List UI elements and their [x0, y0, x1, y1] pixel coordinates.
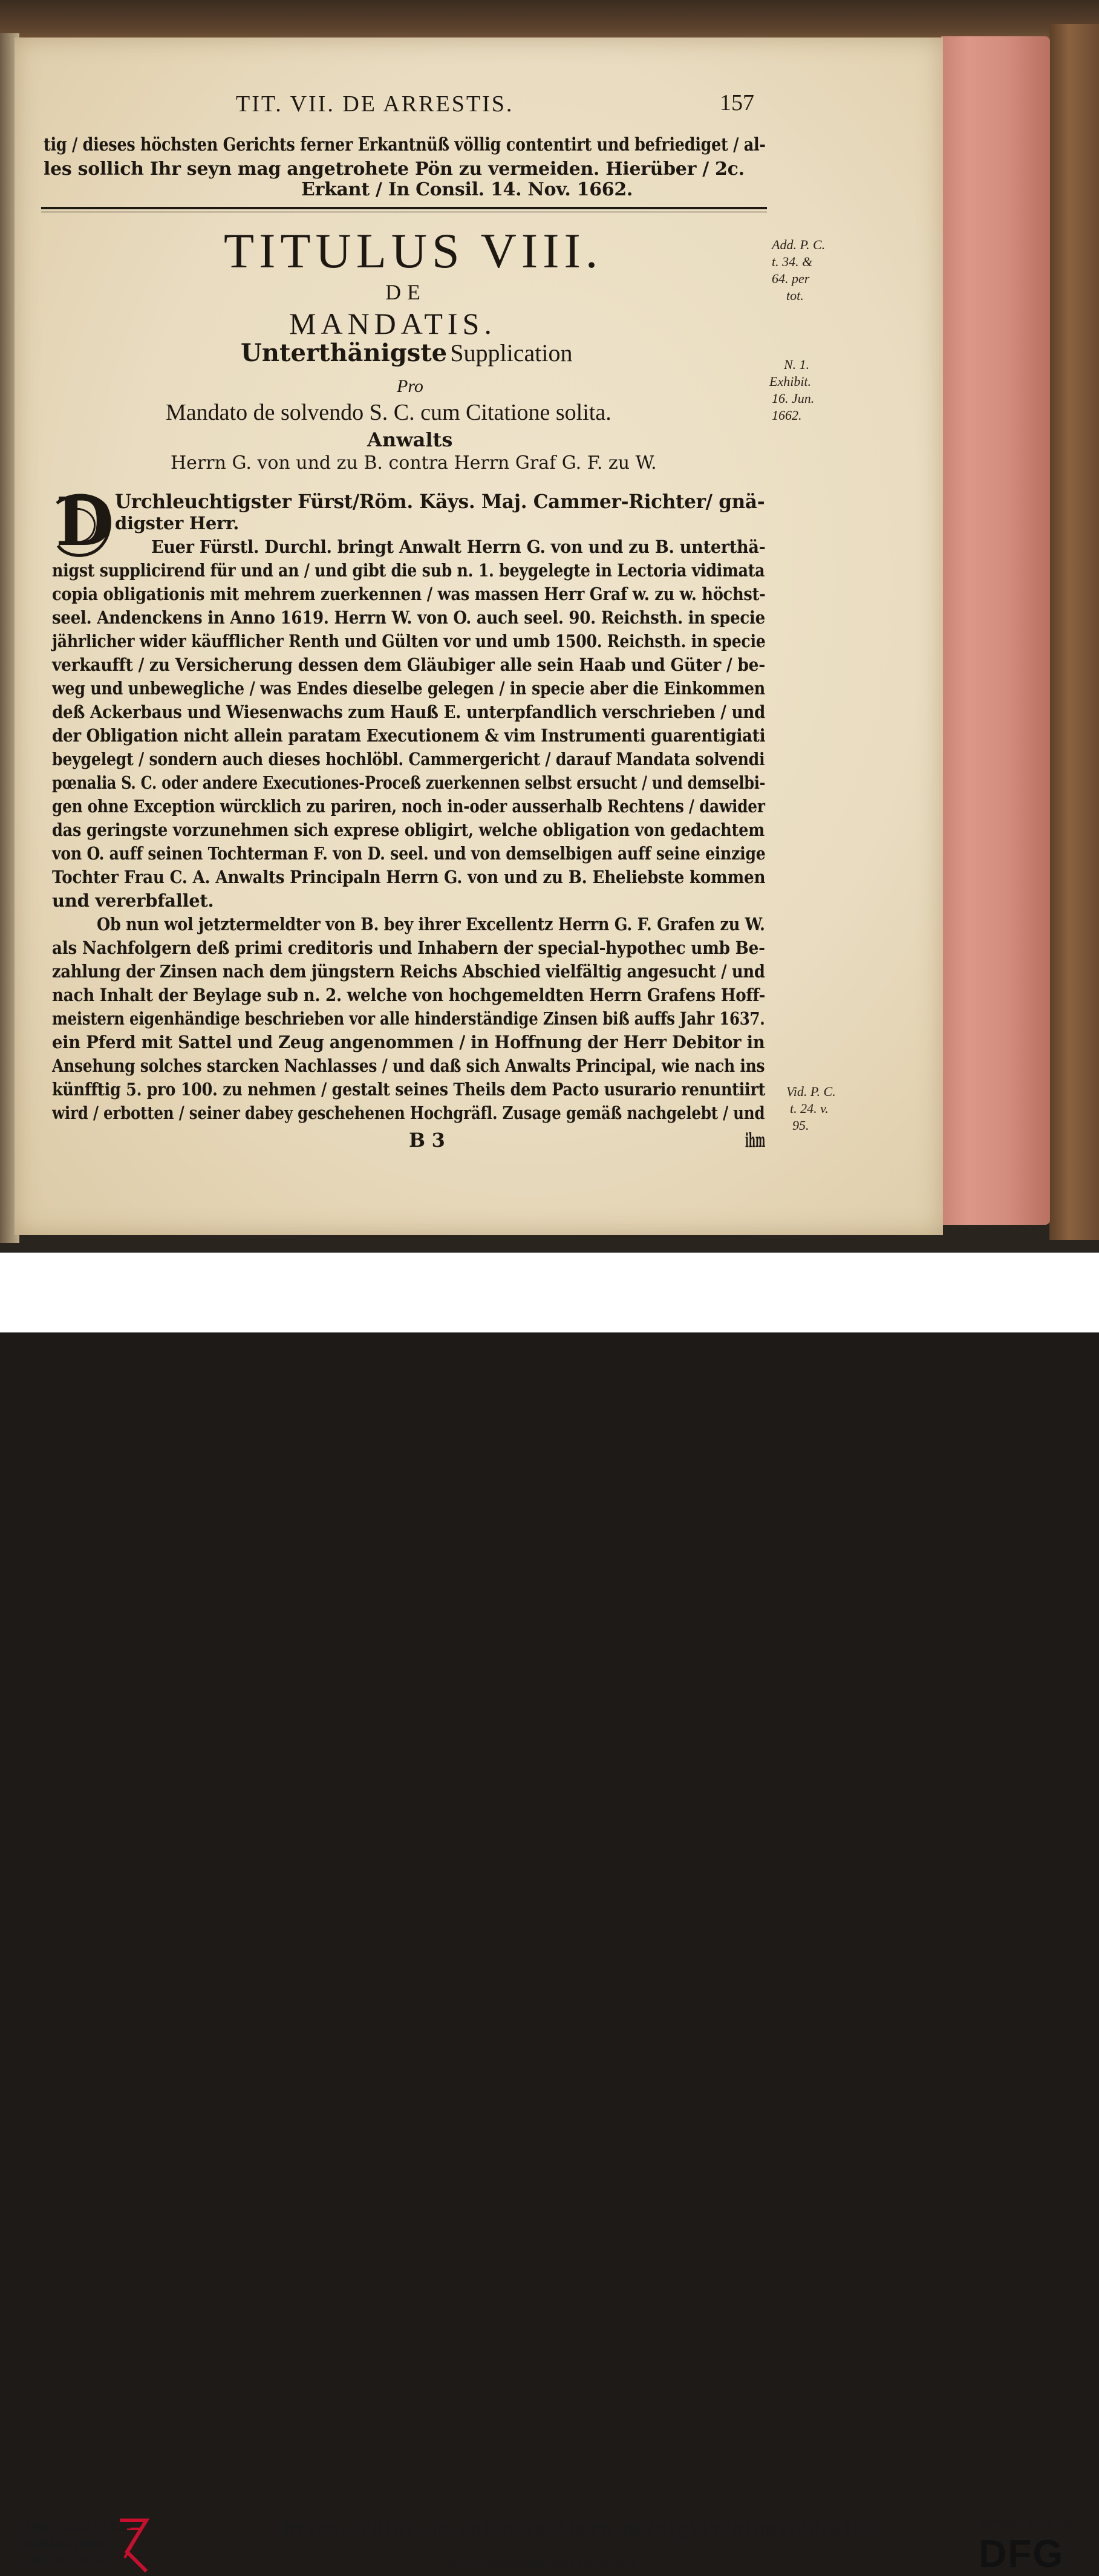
body-line: jährlicher wider käufflicher Renth und Gülten vor und umb 1500. Reichsth. in specie	[52, 631, 766, 651]
body-line: zahlung der Zinsen nach dem jüngstern Reichs Abschied vielfältig angesucht / und	[52, 961, 765, 982]
running-head: TIT. VII. DE ARRESTIS.	[236, 91, 514, 117]
body-line: Euer Fürstl. Durchl. bringt Anwalt Herrn G. von und zu B. unterthä-	[151, 536, 766, 557]
library-name-line: HEIDELBERG	[25, 2553, 114, 2568]
permalink-url[interactable]: https://digi.ub.uni-heidelberg.de/diglit/blum1740/0169	[284, 2519, 875, 2540]
decorated-initial	[52, 483, 114, 561]
body-line: beygelegt / sondern auch dieses hochlöbl. Cammergericht / darauf Mandata solvendi	[52, 749, 765, 769]
title-main: TITULUS VIII.	[224, 223, 603, 278]
body-line: pœnalia S. C. oder andere Executiones-Proceß zuerkennen selbst ersucht / und demselbi-	[52, 772, 766, 793]
initial-letter: D	[56, 483, 114, 561]
page-edges	[941, 36, 1050, 1225]
viewer-footer	[0, 1253, 1099, 2575]
catchword: ihm	[745, 1129, 766, 1152]
library-name-line: UNIVERSITÄTS-	[25, 2519, 132, 2534]
body-line: Ob nun wol jetztermeldter von B. bey ihrer Excellentz Herrn G. F. Grafen zu W.	[97, 914, 765, 934]
divider-rule	[41, 207, 767, 209]
funder-label: gefördert durch die	[980, 2517, 1072, 2529]
top-line: Erkant / In Consil. 14. Nov. 1662.	[301, 179, 633, 200]
margin-note-line: t. 34. &	[772, 254, 813, 269]
body-line: deß Ackerbaus und Wiesenwachs zum Hauß E. unterpfandlich verschrieben / und	[52, 702, 766, 722]
title-supplication-gothic: Unterthänigste	[241, 339, 448, 367]
body-line: ein Pferd mit Sattel und Zeug angenommen / in Hoffnung der Herr Debitor in	[52, 1032, 765, 1052]
margin-note-line: Vid. P. C.	[786, 1084, 836, 1099]
body-line: weg und unbewegliche / was Endes dieselbe gelegen / in specie aber die Einkommen	[52, 678, 765, 699]
margin-note-line: tot.	[786, 288, 804, 303]
body-line: und vererbfallet.	[52, 890, 214, 911]
title-parties: Herrn G. von und zu B. contra Herrn Graf G. F. zu W.	[171, 452, 657, 474]
margin-note-line: 1662.	[772, 408, 802, 423]
title-anwalts: Anwalts	[367, 428, 453, 451]
title-mandatis: MANDATIS.	[289, 307, 497, 341]
body-line: wird / erbotten / seiner dabey geschehenen Hochgräfl. Zusage gemäß nachgelebt / und	[52, 1103, 765, 1123]
dfg-logo: DFG	[979, 2532, 1065, 2575]
copyright-notice: © Universitätsbibliothek Heidelberg	[448, 2558, 636, 2571]
body-line: das geringste vorzunehmen sich exprese obligirt, welche obligation von gedachtem	[52, 820, 765, 840]
body-line: seel. Andenckens in Anno 1619. Herrn W. von O. auch seel. 90. Reichsth. in specie	[52, 607, 765, 628]
top-line: tig / dieses höchsten Gerichts ferner Erkantnüß völlig contentirt und befriediget / al-	[44, 134, 766, 155]
title-supplication-roman: Supplication	[450, 339, 573, 367]
body-line: Ansehung solches starcken Nachlasses / und daß sich Anwalts Principal, wie nach ins	[52, 1055, 765, 1076]
body-line: nigst supplicirend für und an / und gibt die sub n. 1. beygelegte in Lectoria vidimata	[52, 560, 765, 581]
title-mandato: Mandato de solvendo S. C. cum Citatione solita.	[166, 400, 611, 425]
body-line: künfftig 5. pro 100. zu nehmen / gestalt seines Theils dem Pacto usurario renuntiirt	[52, 1079, 766, 1100]
margin-note-line: Exhibit.	[769, 374, 812, 389]
margin-note-line: 64. per	[772, 271, 810, 286]
body-line: von O. auff seinen Tochterman F. von D. seel. und von demselbigen auff seine einzige	[52, 843, 766, 864]
book-cover-right	[1049, 24, 1099, 1240]
margin-note-line: 16. Jun.	[772, 391, 815, 406]
body-line: gen ohne Exception würcklich zu pariren, noch in-oder ausserhalb Rechtens / dawider	[52, 796, 765, 817]
title-de: DE	[385, 280, 426, 304]
body-line: nach Inhalt der Beylage sub n. 2. welche von hochgemeldten Herrn Grafens Hoff-	[52, 985, 766, 1005]
margin-note-line: 95.	[792, 1118, 809, 1133]
body-line: Urchleuchtigster Fürst/Röm. Käys. Maj. Cammer-Richter/ gnä-	[115, 490, 765, 513]
body-line: als Nachfolgern deß primi creditoris und Inhabern der special-hypothec umb Be-	[52, 937, 765, 958]
body-line: verkaufft / zu Versicherung dessen dem Gläubiger alle sein Haab und Güter / be-	[52, 654, 765, 675]
body-line: Tochter Frau C. A. Anwalts Principaln Herrn G. von und zu B. Eheliebste kommen	[52, 867, 766, 887]
scanned-page-image	[0, 0, 1099, 1253]
margin-note-line: Add. P. C.	[772, 237, 826, 252]
body-line: meistern eigenhändige beschrieben vor alle hinderständige Zinsen biß auffs Jahr 1637.	[52, 1008, 765, 1029]
body-line: der Obligation nicht allein paratam Executionem & vim Instrumenti guarentigiati	[52, 725, 766, 746]
page-number: 157	[720, 90, 754, 116]
margin-note-line: N. 1.	[784, 357, 810, 372]
margin-note-line: t. 24. v.	[790, 1101, 829, 1116]
body-line: copia obligationis mit mehrem zuerkennen / was massen Herr Graf w. zu w. höchst-	[52, 584, 766, 604]
body-line: digster Herr.	[115, 513, 240, 533]
signature-mark: B 3	[409, 1129, 445, 1152]
title-pro: Pro	[397, 376, 423, 396]
title-supplication	[241, 339, 572, 367]
library-name-line: BIBLIOTHEK	[25, 2536, 110, 2551]
top-line: les sollich Ihr seyn mag angetrohete Pön zu vermeiden. Hierüber / 2c.	[44, 158, 745, 180]
